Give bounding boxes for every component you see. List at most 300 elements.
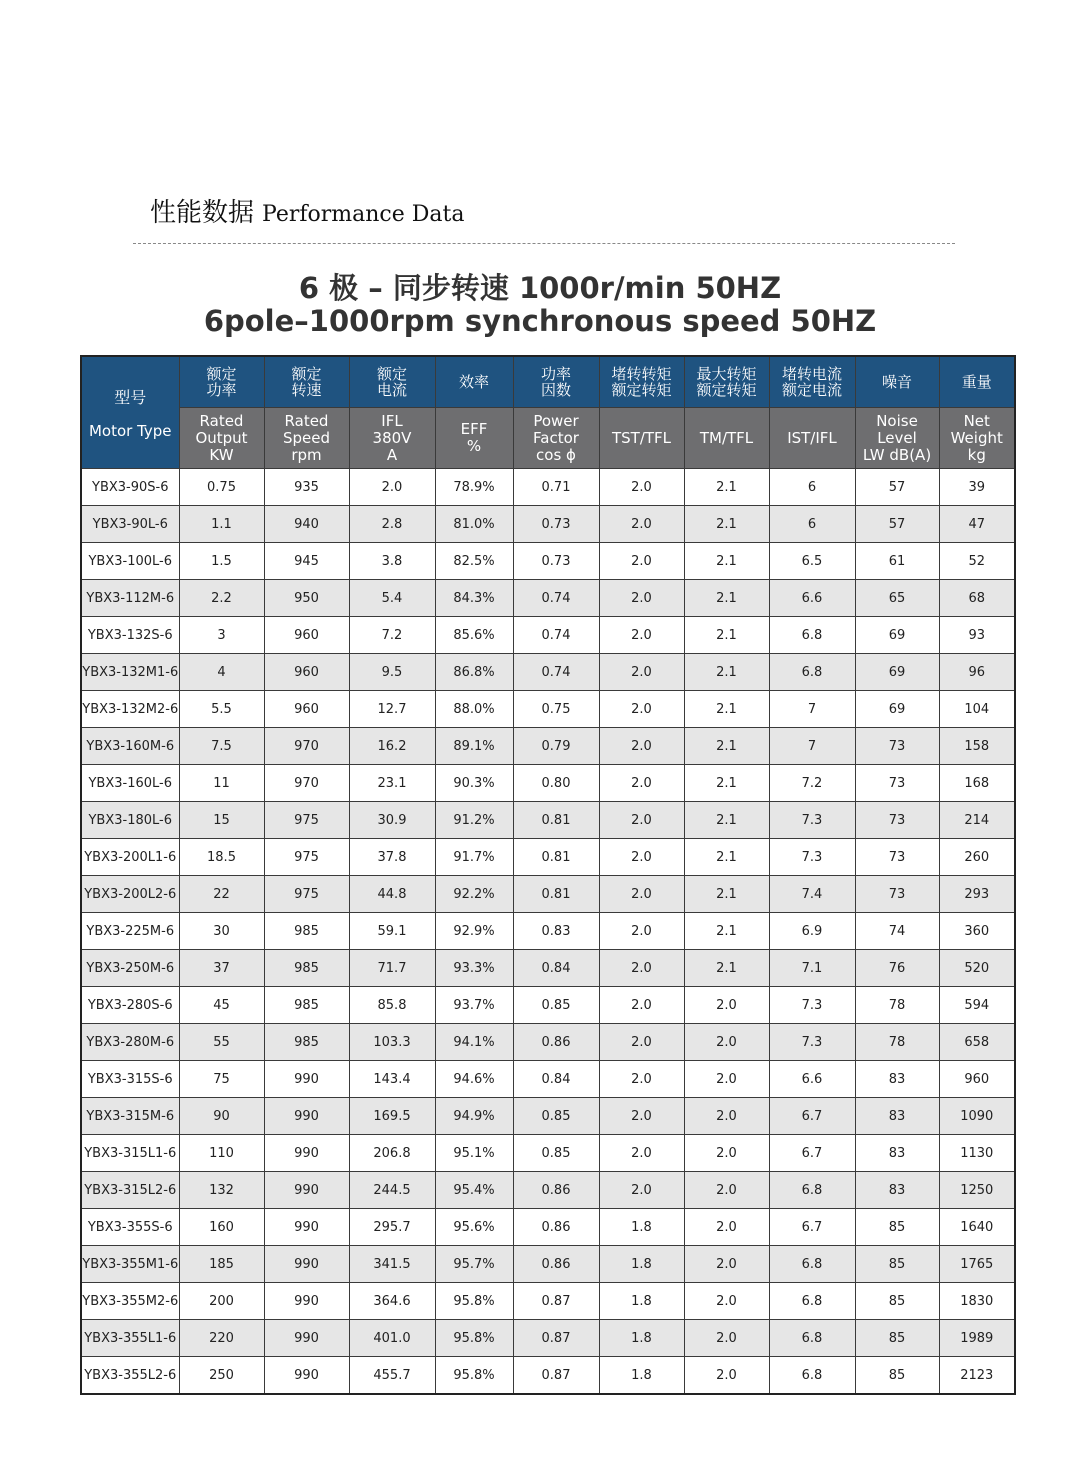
- table-row: [81, 950, 1015, 987]
- cell-current-a: 341.5: [349, 1246, 435, 1283]
- cell-efficiency: 92.2%: [435, 876, 513, 913]
- header-weight-zh: 重量: [939, 356, 1015, 408]
- cell-tst-tfl: 2.0: [599, 617, 684, 654]
- cell-ist-ifl: 7: [769, 691, 855, 728]
- cell-speed-rpm: 975: [264, 839, 349, 876]
- cell-net-weight: 168: [939, 765, 1015, 802]
- cell-output-kw: 37: [179, 950, 264, 987]
- cell-net-weight: 1765: [939, 1246, 1015, 1283]
- cell-ist-ifl: 7.1: [769, 950, 855, 987]
- cell-power-factor: 0.74: [513, 654, 599, 691]
- cell-tm-tfl: 2.1: [684, 654, 769, 691]
- page-title-zh: 6 极 – 同步转速 1000r/min 50HZ: [298, 271, 782, 305]
- cell-tm-tfl: 2.1: [684, 950, 769, 987]
- cell-speed-rpm: 970: [264, 765, 349, 802]
- cell-net-weight: 960: [939, 1061, 1015, 1098]
- cell-net-weight: 2123: [939, 1357, 1015, 1395]
- cell-power-factor: 0.87: [513, 1320, 599, 1357]
- cell-ist-ifl: 7: [769, 728, 855, 765]
- cell-noise-level: 76: [855, 950, 939, 987]
- cell-output-kw: 220: [179, 1320, 264, 1357]
- cell-current-a: 9.5: [349, 654, 435, 691]
- cell-net-weight: 1830: [939, 1283, 1015, 1320]
- cell-current-a: 401.0: [349, 1320, 435, 1357]
- cell-noise-level: 78: [855, 987, 939, 1024]
- dashed-divider: [133, 243, 955, 244]
- cell-ist-ifl: 7.3: [769, 987, 855, 1024]
- cell-tst-tfl: 2.0: [599, 913, 684, 950]
- cell-speed-rpm: 985: [264, 1024, 349, 1061]
- cell-tst-tfl: 2.0: [599, 691, 684, 728]
- cell-efficiency: 93.7%: [435, 987, 513, 1024]
- cell-tm-tfl: 2.0: [684, 1061, 769, 1098]
- header-tm-en: TM/TFL: [684, 408, 769, 469]
- cell-tst-tfl: 2.0: [599, 506, 684, 543]
- table-body: [81, 469, 1015, 1395]
- cell-efficiency: 95.6%: [435, 1209, 513, 1246]
- cell-power-factor: 0.86: [513, 1172, 599, 1209]
- cell-efficiency: 90.3%: [435, 765, 513, 802]
- cell-output-kw: 5.5: [179, 691, 264, 728]
- cell-tst-tfl: 1.8: [599, 1283, 684, 1320]
- cell-speed-rpm: 990: [264, 1172, 349, 1209]
- cell-noise-level: 73: [855, 728, 939, 765]
- cell-speed-rpm: 960: [264, 654, 349, 691]
- cell-tst-tfl: 2.0: [599, 728, 684, 765]
- table-row: [81, 1209, 1015, 1246]
- cell-tm-tfl: 2.1: [684, 913, 769, 950]
- cell-current-a: 2.8: [349, 506, 435, 543]
- header-pf-zh: 功率 因数: [513, 356, 599, 408]
- table-row: [81, 654, 1015, 691]
- table-row: [81, 1246, 1015, 1283]
- cell-power-factor: 0.86: [513, 1246, 599, 1283]
- cell-tst-tfl: 2.0: [599, 1135, 684, 1172]
- table-row: [81, 617, 1015, 654]
- cell-net-weight: 1250: [939, 1172, 1015, 1209]
- cell-noise-level: 69: [855, 617, 939, 654]
- cell-efficiency: 91.2%: [435, 802, 513, 839]
- table-row: [81, 1320, 1015, 1357]
- cell-efficiency: 89.1%: [435, 728, 513, 765]
- cell-power-factor: 0.85: [513, 1098, 599, 1135]
- cell-output-kw: 250: [179, 1357, 264, 1395]
- header-ist-zh: 堵转电流 额定电流: [769, 356, 855, 408]
- cell-tm-tfl: 2.1: [684, 839, 769, 876]
- cell-motor-type: YBX3-315M-6: [81, 1098, 179, 1135]
- cell-power-factor: 0.84: [513, 950, 599, 987]
- cell-output-kw: 75: [179, 1061, 264, 1098]
- cell-efficiency: 84.3%: [435, 580, 513, 617]
- cell-ist-ifl: 6.6: [769, 1061, 855, 1098]
- page-title-en: 6pole–1000rpm synchronous speed 50HZ: [203, 304, 877, 338]
- cell-output-kw: 132: [179, 1172, 264, 1209]
- cell-speed-rpm: 975: [264, 802, 349, 839]
- cell-ist-ifl: 7.4: [769, 876, 855, 913]
- cell-efficiency: 91.7%: [435, 839, 513, 876]
- cell-speed-rpm: 975: [264, 876, 349, 913]
- cell-efficiency: 78.9%: [435, 469, 513, 506]
- cell-tm-tfl: 2.1: [684, 617, 769, 654]
- cell-net-weight: 1989: [939, 1320, 1015, 1357]
- cell-net-weight: 658: [939, 1024, 1015, 1061]
- cell-ist-ifl: 7.2: [769, 765, 855, 802]
- cell-ist-ifl: 6.5: [769, 543, 855, 580]
- cell-output-kw: 185: [179, 1246, 264, 1283]
- header-current-zh: 额定 电流: [349, 356, 435, 408]
- cell-current-a: 455.7: [349, 1357, 435, 1395]
- cell-noise-level: 57: [855, 506, 939, 543]
- cell-speed-rpm: 990: [264, 1209, 349, 1246]
- cell-power-factor: 0.85: [513, 987, 599, 1024]
- cell-net-weight: 93: [939, 617, 1015, 654]
- cell-net-weight: 594: [939, 987, 1015, 1024]
- cell-efficiency: 95.4%: [435, 1172, 513, 1209]
- table-row: [81, 1024, 1015, 1061]
- cell-output-kw: 30: [179, 913, 264, 950]
- cell-ist-ifl: 6.6: [769, 580, 855, 617]
- cell-power-factor: 0.81: [513, 802, 599, 839]
- cell-current-a: 71.7: [349, 950, 435, 987]
- cell-ist-ifl: 6: [769, 506, 855, 543]
- table-row: [81, 580, 1015, 617]
- cell-noise-level: 83: [855, 1135, 939, 1172]
- cell-net-weight: 104: [939, 691, 1015, 728]
- cell-motor-type: YBX3-225M-6: [81, 913, 179, 950]
- cell-power-factor: 0.87: [513, 1283, 599, 1320]
- cell-net-weight: 47: [939, 506, 1015, 543]
- cell-output-kw: 1.1: [179, 506, 264, 543]
- cell-noise-level: 69: [855, 691, 939, 728]
- table-row: [81, 1098, 1015, 1135]
- cell-current-a: 103.3: [349, 1024, 435, 1061]
- cell-current-a: 364.6: [349, 1283, 435, 1320]
- cell-noise-level: 57: [855, 469, 939, 506]
- cell-speed-rpm: 985: [264, 950, 349, 987]
- cell-motor-type: YBX3-315L2-6: [81, 1172, 179, 1209]
- cell-net-weight: 260: [939, 839, 1015, 876]
- cell-efficiency: 88.0%: [435, 691, 513, 728]
- cell-ist-ifl: 7.3: [769, 802, 855, 839]
- cell-power-factor: 0.73: [513, 506, 599, 543]
- cell-ist-ifl: 6.8: [769, 654, 855, 691]
- cell-tm-tfl: 2.1: [684, 580, 769, 617]
- cell-tst-tfl: 2.0: [599, 1098, 684, 1135]
- cell-output-kw: 90: [179, 1098, 264, 1135]
- table-row: [81, 913, 1015, 950]
- cell-power-factor: 0.81: [513, 876, 599, 913]
- cell-speed-rpm: 990: [264, 1320, 349, 1357]
- cell-speed-rpm: 960: [264, 617, 349, 654]
- cell-tm-tfl: 2.0: [684, 1246, 769, 1283]
- cell-motor-type: YBX3-355S-6: [81, 1209, 179, 1246]
- cell-ist-ifl: 6.8: [769, 1320, 855, 1357]
- cell-speed-rpm: 990: [264, 1246, 349, 1283]
- cell-tm-tfl: 2.1: [684, 506, 769, 543]
- cell-tm-tfl: 2.0: [684, 1283, 769, 1320]
- table-row: [81, 1061, 1015, 1098]
- section-heading-zh: 性能数据: [150, 198, 255, 228]
- header-weight-en: Net Weight kg: [939, 408, 1015, 469]
- cell-speed-rpm: 945: [264, 543, 349, 580]
- table-row: [81, 987, 1015, 1024]
- cell-tm-tfl: 2.0: [684, 1209, 769, 1246]
- cell-tm-tfl: 2.0: [684, 1024, 769, 1061]
- header-tst-en: TST/TFL: [599, 408, 684, 469]
- cell-noise-level: 83: [855, 1061, 939, 1098]
- cell-motor-type: YBX3-160L-6: [81, 765, 179, 802]
- table-row: [81, 1283, 1015, 1320]
- cell-tst-tfl: 2.0: [599, 876, 684, 913]
- cell-efficiency: 81.0%: [435, 506, 513, 543]
- cell-speed-rpm: 950: [264, 580, 349, 617]
- cell-power-factor: 0.75: [513, 691, 599, 728]
- cell-motor-type: YBX3-355M2-6: [81, 1283, 179, 1320]
- cell-power-factor: 0.83: [513, 913, 599, 950]
- header-output-zh: 额定 功率: [179, 356, 264, 408]
- cell-current-a: 5.4: [349, 580, 435, 617]
- cell-noise-level: 74: [855, 913, 939, 950]
- cell-motor-type: YBX3-315L1-6: [81, 1135, 179, 1172]
- cell-current-a: 295.7: [349, 1209, 435, 1246]
- table-row: [81, 1172, 1015, 1209]
- cell-net-weight: 96: [939, 654, 1015, 691]
- section-heading: [150, 192, 464, 229]
- cell-output-kw: 4: [179, 654, 264, 691]
- cell-current-a: 244.5: [349, 1172, 435, 1209]
- cell-ist-ifl: 6.7: [769, 1135, 855, 1172]
- cell-output-kw: 3: [179, 617, 264, 654]
- cell-tst-tfl: 1.8: [599, 1246, 684, 1283]
- cell-current-a: 59.1: [349, 913, 435, 950]
- cell-tst-tfl: 2.0: [599, 950, 684, 987]
- cell-noise-level: 83: [855, 1172, 939, 1209]
- cell-efficiency: 95.1%: [435, 1135, 513, 1172]
- cell-ist-ifl: 6.8: [769, 617, 855, 654]
- cell-speed-rpm: 990: [264, 1357, 349, 1395]
- cell-net-weight: 360: [939, 913, 1015, 950]
- cell-power-factor: 0.74: [513, 617, 599, 654]
- cell-tm-tfl: 2.0: [684, 1098, 769, 1135]
- cell-noise-level: 85: [855, 1357, 939, 1395]
- cell-speed-rpm: 940: [264, 506, 349, 543]
- section-heading-en: Performance Data: [262, 202, 465, 227]
- cell-ist-ifl: 6.8: [769, 1357, 855, 1395]
- cell-speed-rpm: 990: [264, 1283, 349, 1320]
- cell-current-a: 12.7: [349, 691, 435, 728]
- cell-net-weight: 520: [939, 950, 1015, 987]
- cell-ist-ifl: 6.9: [769, 913, 855, 950]
- cell-tst-tfl: 2.0: [599, 1061, 684, 1098]
- cell-power-factor: 0.81: [513, 839, 599, 876]
- cell-noise-level: 78: [855, 1024, 939, 1061]
- cell-noise-level: 73: [855, 839, 939, 876]
- cell-noise-level: 85: [855, 1246, 939, 1283]
- cell-output-kw: 7.5: [179, 728, 264, 765]
- cell-output-kw: 22: [179, 876, 264, 913]
- cell-tm-tfl: 2.1: [684, 691, 769, 728]
- cell-efficiency: 95.8%: [435, 1357, 513, 1395]
- cell-motor-type: YBX3-160M-6: [81, 728, 179, 765]
- cell-noise-level: 61: [855, 543, 939, 580]
- table-row: [81, 728, 1015, 765]
- cell-tst-tfl: 1.8: [599, 1320, 684, 1357]
- cell-current-a: 85.8: [349, 987, 435, 1024]
- cell-current-a: 44.8: [349, 876, 435, 913]
- table-row: [81, 1135, 1015, 1172]
- cell-motor-type: YBX3-280S-6: [81, 987, 179, 1024]
- cell-net-weight: 68: [939, 580, 1015, 617]
- cell-tst-tfl: 2.0: [599, 1172, 684, 1209]
- cell-tst-tfl: 2.0: [599, 1024, 684, 1061]
- table-row: [81, 543, 1015, 580]
- cell-noise-level: 73: [855, 765, 939, 802]
- cell-ist-ifl: 6.7: [769, 1209, 855, 1246]
- cell-current-a: 30.9: [349, 802, 435, 839]
- header-tst-zh: 堵转转矩 额定转矩: [599, 356, 684, 408]
- cell-power-factor: 0.85: [513, 1135, 599, 1172]
- cell-ist-ifl: 6.7: [769, 1098, 855, 1135]
- cell-motor-type: YBX3-132M2-6: [81, 691, 179, 728]
- cell-motor-type: YBX3-355L2-6: [81, 1357, 179, 1395]
- performance-table: [80, 355, 1016, 1395]
- cell-efficiency: 86.8%: [435, 654, 513, 691]
- cell-ist-ifl: 6.8: [769, 1172, 855, 1209]
- cell-ist-ifl: 6.8: [769, 1283, 855, 1320]
- cell-tst-tfl: 2.0: [599, 802, 684, 839]
- header-eff-en: EFF %: [435, 408, 513, 469]
- cell-output-kw: 110: [179, 1135, 264, 1172]
- header-noise-en: Noise Level LW dB(A): [855, 408, 939, 469]
- cell-efficiency: 94.9%: [435, 1098, 513, 1135]
- cell-power-factor: 0.74: [513, 580, 599, 617]
- cell-motor-type: YBX3-132S-6: [81, 617, 179, 654]
- table-row: [81, 506, 1015, 543]
- cell-noise-level: 85: [855, 1283, 939, 1320]
- cell-tst-tfl: 2.0: [599, 580, 684, 617]
- cell-noise-level: 65: [855, 580, 939, 617]
- cell-tm-tfl: 2.1: [684, 876, 769, 913]
- header-speed-en: Rated Speed rpm: [264, 408, 349, 469]
- cell-tm-tfl: 2.1: [684, 765, 769, 802]
- cell-noise-level: 83: [855, 1098, 939, 1135]
- cell-efficiency: 95.8%: [435, 1320, 513, 1357]
- cell-current-a: 16.2: [349, 728, 435, 765]
- cell-noise-level: 69: [855, 654, 939, 691]
- cell-noise-level: 73: [855, 876, 939, 913]
- cell-output-kw: 160: [179, 1209, 264, 1246]
- cell-speed-rpm: 990: [264, 1061, 349, 1098]
- cell-power-factor: 0.84: [513, 1061, 599, 1098]
- cell-noise-level: 85: [855, 1320, 939, 1357]
- cell-output-kw: 1.5: [179, 543, 264, 580]
- cell-output-kw: 15: [179, 802, 264, 839]
- cell-power-factor: 0.79: [513, 728, 599, 765]
- cell-motor-type: YBX3-280M-6: [81, 1024, 179, 1061]
- table-row: [81, 691, 1015, 728]
- cell-tm-tfl: 2.1: [684, 543, 769, 580]
- cell-tst-tfl: 2.0: [599, 543, 684, 580]
- cell-tm-tfl: 2.1: [684, 802, 769, 839]
- cell-motor-type: YBX3-90S-6: [81, 469, 179, 506]
- cell-speed-rpm: 990: [264, 1098, 349, 1135]
- cell-current-a: 37.8: [349, 839, 435, 876]
- header-pf-en: Power Factor cos ϕ: [513, 408, 599, 469]
- cell-efficiency: 95.8%: [435, 1283, 513, 1320]
- cell-current-a: 23.1: [349, 765, 435, 802]
- cell-tst-tfl: 1.8: [599, 1209, 684, 1246]
- header-eff-zh: 效率: [435, 356, 513, 408]
- cell-power-factor: 0.71: [513, 469, 599, 506]
- cell-efficiency: 85.6%: [435, 617, 513, 654]
- cell-current-a: 169.5: [349, 1098, 435, 1135]
- cell-output-kw: 55: [179, 1024, 264, 1061]
- cell-noise-level: 73: [855, 802, 939, 839]
- cell-output-kw: 0.75: [179, 469, 264, 506]
- header-noise-zh: 噪音: [855, 356, 939, 408]
- table-row: [81, 802, 1015, 839]
- header-tm-zh: 最大转矩 额定转矩: [684, 356, 769, 408]
- cell-motor-type: YBX3-355L1-6: [81, 1320, 179, 1357]
- cell-net-weight: 39: [939, 469, 1015, 506]
- cell-ist-ifl: 7.3: [769, 1024, 855, 1061]
- cell-tst-tfl: 2.0: [599, 654, 684, 691]
- cell-tm-tfl: 2.0: [684, 1357, 769, 1395]
- cell-tm-tfl: 2.1: [684, 469, 769, 506]
- cell-output-kw: 2.2: [179, 580, 264, 617]
- table-row: [81, 469, 1015, 506]
- cell-tm-tfl: 2.0: [684, 1172, 769, 1209]
- cell-speed-rpm: 935: [264, 469, 349, 506]
- cell-tst-tfl: 2.0: [599, 839, 684, 876]
- cell-current-a: 3.8: [349, 543, 435, 580]
- cell-ist-ifl: 6: [769, 469, 855, 506]
- cell-output-kw: 11: [179, 765, 264, 802]
- cell-net-weight: 293: [939, 876, 1015, 913]
- cell-tst-tfl: 2.0: [599, 469, 684, 506]
- cell-power-factor: 0.86: [513, 1024, 599, 1061]
- cell-current-a: 206.8: [349, 1135, 435, 1172]
- cell-current-a: 143.4: [349, 1061, 435, 1098]
- cell-motor-type: YBX3-112M-6: [81, 580, 179, 617]
- cell-efficiency: 94.1%: [435, 1024, 513, 1061]
- cell-efficiency: 95.7%: [435, 1246, 513, 1283]
- cell-power-factor: 0.86: [513, 1209, 599, 1246]
- cell-net-weight: 1090: [939, 1098, 1015, 1135]
- cell-motor-type: YBX3-250M-6: [81, 950, 179, 987]
- table-row: [81, 765, 1015, 802]
- table-row: [81, 876, 1015, 913]
- cell-ist-ifl: 7.3: [769, 839, 855, 876]
- cell-tm-tfl: 2.0: [684, 987, 769, 1024]
- cell-speed-rpm: 985: [264, 987, 349, 1024]
- table-row: [81, 1357, 1015, 1395]
- header-ist-en: IST/IFL: [769, 408, 855, 469]
- cell-net-weight: 52: [939, 543, 1015, 580]
- cell-motor-type: YBX3-180L-6: [81, 802, 179, 839]
- cell-tm-tfl: 2.0: [684, 1320, 769, 1357]
- cell-tst-tfl: 2.0: [599, 765, 684, 802]
- cell-motor-type: YBX3-315S-6: [81, 1061, 179, 1098]
- cell-motor-type: YBX3-200L2-6: [81, 876, 179, 913]
- cell-speed-rpm: 985: [264, 913, 349, 950]
- cell-noise-level: 85: [855, 1209, 939, 1246]
- cell-efficiency: 94.6%: [435, 1061, 513, 1098]
- table-row: [81, 839, 1015, 876]
- header-speed-zh: 额定 转速: [264, 356, 349, 408]
- cell-output-kw: 200: [179, 1283, 264, 1320]
- header-output-en: Rated Output KW: [179, 408, 264, 469]
